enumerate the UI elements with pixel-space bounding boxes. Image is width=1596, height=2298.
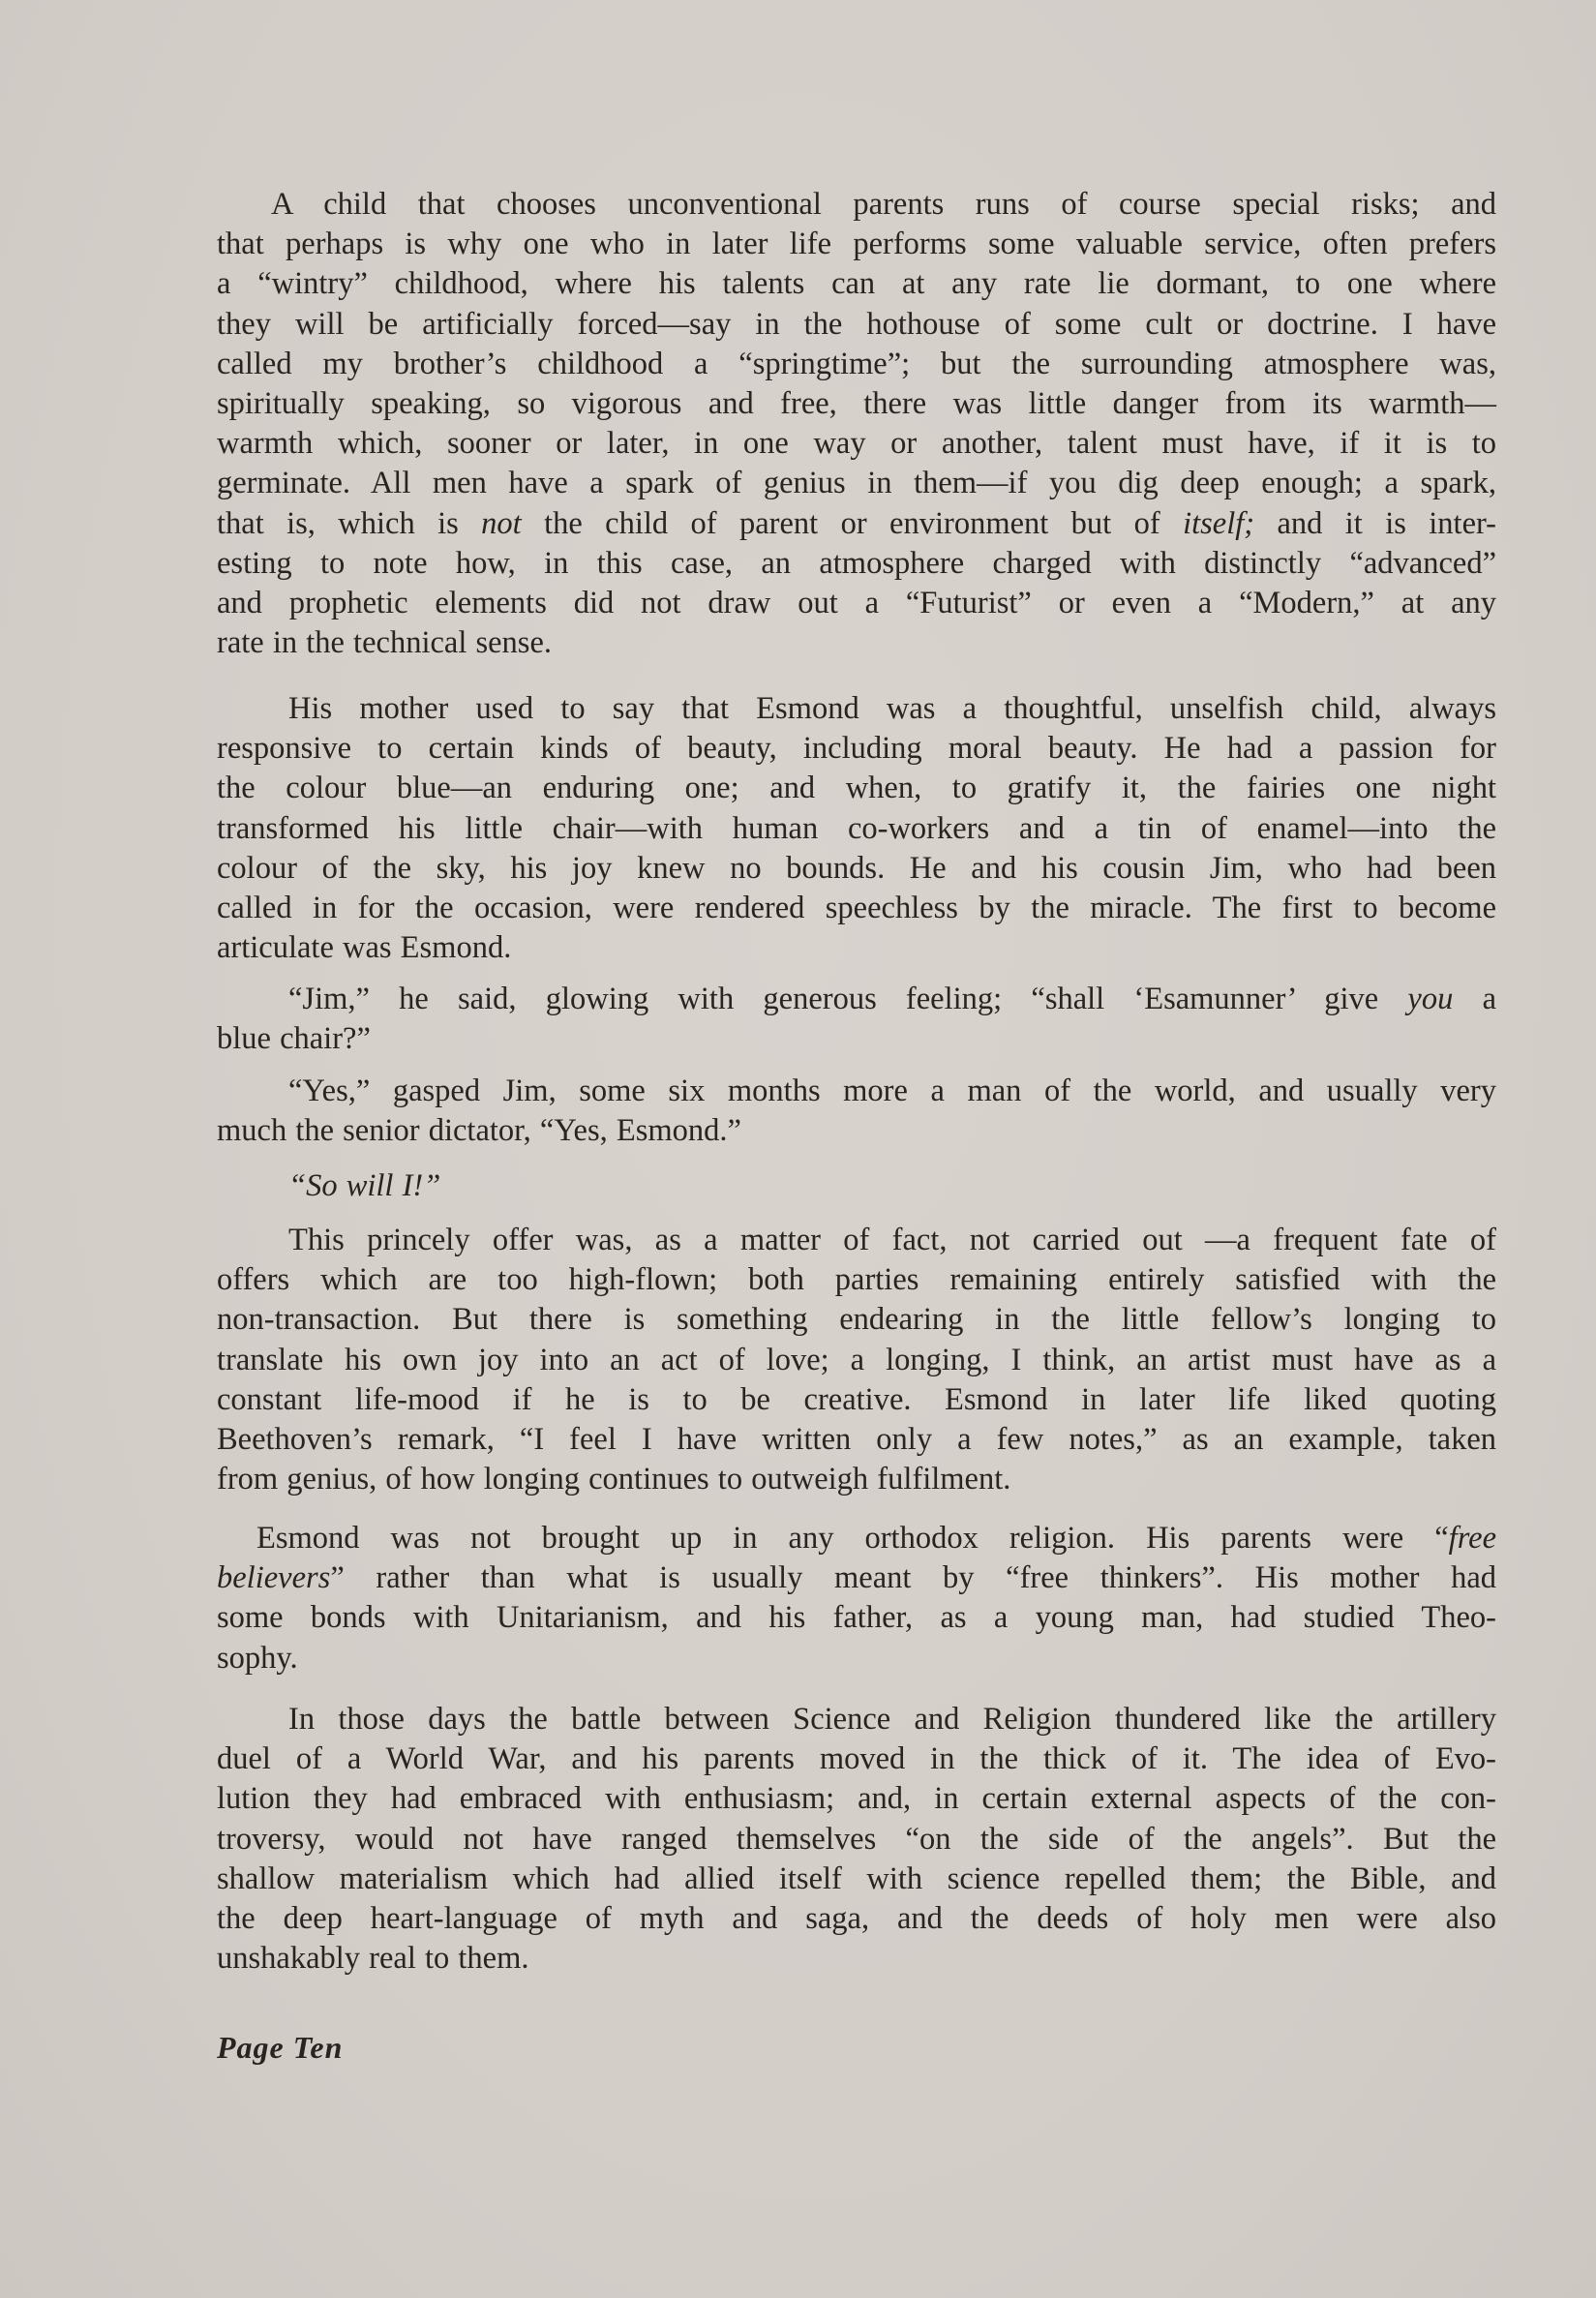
paragraph	[217, 1221, 1496, 1499]
text-line	[217, 1420, 1496, 1460]
italic-text: not	[481, 505, 522, 541]
paragraph	[217, 1700, 1496, 1979]
text: offers which are too high-flown; both parties remaining entirely satisfied with the	[217, 1262, 1496, 1298]
text-line	[217, 1700, 1496, 1739]
text-line	[217, 1072, 1496, 1111]
text: ” rather than what is usually meant by “free thinkers”. His mother had	[330, 1560, 1496, 1596]
text-line	[217, 1221, 1496, 1260]
text-line	[217, 584, 1496, 623]
text: unshakably real to them.	[217, 1941, 529, 1977]
text: A child that chooses unconventional parents runs of course special risks; and	[271, 187, 1496, 222]
text-line	[217, 729, 1496, 769]
text: and it is inter-	[1254, 505, 1497, 541]
text-line	[217, 1019, 1496, 1059]
text: “Jim,” he said, glowing with generous feeling; “shall ‘Esamunner’ give	[288, 982, 1408, 1016]
text: that is, which is	[217, 505, 482, 541]
text: This princely offer was, as a matter of fact, not carried out —a frequent fate of	[288, 1223, 1496, 1257]
text-line	[217, 464, 1496, 503]
text-line	[217, 264, 1496, 304]
text-line	[217, 384, 1496, 424]
text-line	[217, 1820, 1496, 1860]
text-line	[217, 1939, 1496, 1979]
text-line	[217, 305, 1496, 345]
text-line	[217, 1558, 1496, 1598]
text-line	[217, 1166, 1496, 1206]
text: called in for the occasion, were rendered speechless by the miracle. The first to become	[217, 890, 1496, 925]
text-line	[217, 769, 1496, 808]
italic-text: “So will I!”	[288, 1168, 441, 1203]
text-line	[217, 504, 1496, 544]
text-line	[217, 1739, 1496, 1779]
text: esting to note how, in this case, an atmosphere charged with distinctly “advanced”	[217, 545, 1496, 581]
text: warmth which, sooner or later, in one way or another, talent must have, if it is to	[217, 426, 1496, 462]
paragraph	[217, 1166, 1496, 1206]
text: the colour blue—an enduring one; and when, to gratify it, the fairies one night	[217, 771, 1496, 806]
text: constant life-mood if he is to be creative. Esmond in later life liked quoting	[217, 1381, 1496, 1417]
text-line	[217, 809, 1496, 849]
text-line	[217, 1860, 1496, 1899]
italic-text: believers	[217, 1560, 331, 1596]
text: much the senior dictator, “Yes, Esmond.”	[217, 1113, 741, 1149]
italic-text: you	[1407, 982, 1454, 1016]
page-number: Page Ten	[217, 2030, 344, 2065]
text-line	[217, 1639, 1496, 1678]
text: Esmond was not brought up in any orthodox religion. His parents were “	[256, 1521, 1449, 1556]
text: some bonds with Unitarianism, and his father, as a young man, had studied Theo-	[217, 1600, 1496, 1636]
text-line	[217, 1111, 1496, 1151]
text-line	[217, 345, 1496, 384]
text: articulate was Esmond.	[217, 930, 512, 966]
text: responsive to certain kinds of beauty, including moral beauty. He had a passion for	[217, 731, 1496, 767]
text: colour of the sky, his joy knew no bounds. He and his cousin Jim, who had been	[217, 850, 1496, 886]
text: from genius, of how longing continues to outweigh fulfilment.	[217, 1462, 1011, 1497]
text: sophy.	[217, 1640, 298, 1676]
text: translate his own joy into an act of love; a longing, I think, an artist must have as a	[217, 1342, 1496, 1377]
paragraph	[217, 1072, 1496, 1151]
text: and prophetic elements did not draw out a “Futurist” or even a “Modern,” at any	[217, 585, 1496, 620]
text-line	[217, 689, 1496, 729]
text: transformed his little chair—with human co-workers and a tin of enamel—into the	[217, 810, 1496, 846]
text-line	[217, 623, 1496, 663]
text-line	[217, 1779, 1496, 1819]
text: that perhaps is why one who in later life performs some valuable service, often prefers	[217, 227, 1496, 262]
text-line	[217, 1899, 1496, 1939]
text: rate in the technical sense.	[217, 625, 552, 661]
text: the child of parent or environment but of	[521, 505, 1184, 541]
text: spiritually speaking, so vigorous and free, there was little danger from its warmth—	[217, 385, 1496, 421]
text: “Yes,” gasped Jim, some six months more a man of the world, and usually very	[288, 1073, 1496, 1108]
text-line	[217, 1598, 1496, 1638]
text-line	[217, 185, 1496, 225]
text: called my brother’s childhood a “springtime”; but the surrounding atmosphere was,	[217, 346, 1496, 381]
italic-text: free	[1448, 1521, 1496, 1556]
text: His mother used to say that Esmond was a thoughtful, unselfish child, always	[288, 691, 1496, 726]
paragraph	[217, 1519, 1496, 1678]
text: duel of a World War, and his parents moved in the thick of it. The idea of Evo-	[217, 1741, 1496, 1777]
text-line	[217, 849, 1496, 889]
text-line	[217, 1380, 1496, 1420]
text: germinate. All men have a spark of genius in them—if you dig deep enough; a spark,	[217, 466, 1496, 501]
paragraph	[217, 185, 1496, 663]
text: they will be artificially forced—say in the hothouse of some cult or doctrine. I have	[217, 306, 1496, 342]
text-line	[217, 544, 1496, 584]
text: troversy, would not have ranged themselves “on the side of the angels”. But the	[217, 1821, 1496, 1857]
italic-text: itself;	[1183, 505, 1255, 541]
text-line	[217, 1300, 1496, 1340]
text: non-transaction. But there is something endearing in the little fellow’s longing to	[217, 1302, 1496, 1338]
text: a	[1453, 982, 1496, 1016]
text-line	[217, 1341, 1496, 1380]
text: the deep heart-language of myth and saga, and the deeds of holy men were also	[217, 1900, 1496, 1936]
text-line	[217, 980, 1496, 1019]
text-line	[217, 928, 1496, 968]
text-line	[217, 424, 1496, 464]
text-line	[217, 1519, 1496, 1558]
paragraph	[217, 980, 1496, 1059]
paragraph	[217, 689, 1496, 968]
text-line	[217, 1460, 1496, 1499]
text: lution they had embraced with enthusiasm; and, in certain external aspects of the con-	[217, 1781, 1496, 1817]
text-line	[217, 889, 1496, 928]
text: a “wintry” childhood, where his talents can at any rate lie dormant, to one where	[217, 266, 1496, 302]
text: Beethoven’s remark, “I feel I have written only a few notes,” as an example, taken	[217, 1421, 1496, 1457]
text: In those days the battle between Science and Religion thundered like the artillery	[288, 1702, 1496, 1737]
text-line	[217, 225, 1496, 264]
text: blue chair?”	[217, 1021, 371, 1057]
text-line	[217, 1260, 1496, 1300]
text: shallow materialism which had allied itself with science repelled them; the Bible, and	[217, 1860, 1496, 1896]
